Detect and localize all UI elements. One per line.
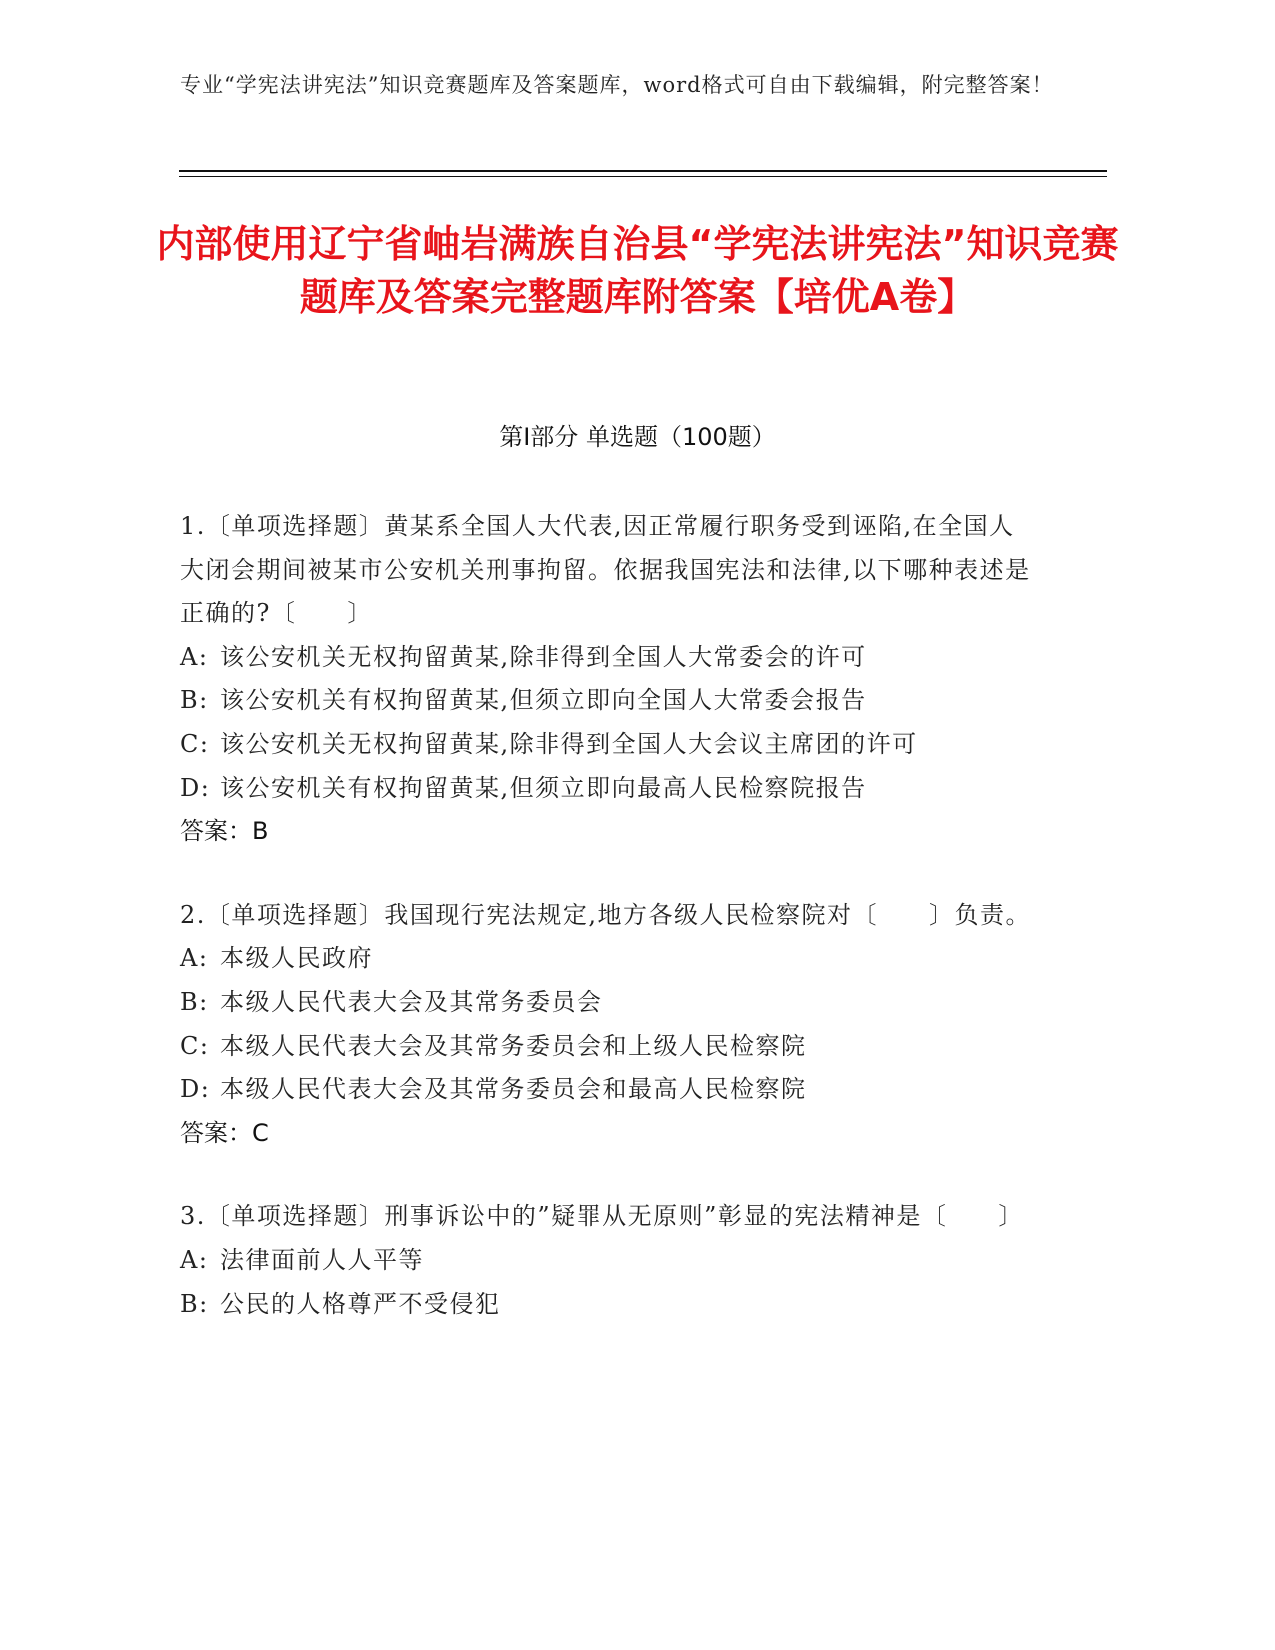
option-text: 本级人民代表大会及其常务委员会和上级人民检察院 xyxy=(220,1031,807,1060)
option-c xyxy=(180,723,1040,767)
option-text: 本级人民政府 xyxy=(220,944,373,973)
option-letter: C: xyxy=(180,1031,210,1060)
option-b xyxy=(180,981,1040,1025)
option-text: 本级人民代表大会及其常务委员会和最高人民检察院 xyxy=(220,1075,807,1104)
question-text: 2.〔单项选择题〕我国现行宪法规定,地方各级人民检察院对〔 〕负责。 xyxy=(180,900,1032,929)
option-d xyxy=(180,1068,1040,1112)
option-text: 本级人民代表大会及其常务委员会 xyxy=(220,987,603,1016)
option-text: 该公安机关无权拘留黄某,除非得到全国人大常委会的许可 xyxy=(220,642,867,671)
header-divider-thin xyxy=(179,176,1107,177)
question-text: 1.〔单项选择题〕黄某系全国人大代表,因正常履行职务受到诬陷,在全国人大闭会期间被某市公安机关刑事拘留。依据我国宪法和法律,以下哪种表述是正确的?〔 〕 xyxy=(180,512,1031,628)
answer-line: 答案：C xyxy=(180,1118,269,1147)
document-title: 内部使用辽宁省岫岩满族自治县“学宪法讲宪法”知识竞赛题库及答案完整题库附答案【培优A卷】 xyxy=(156,222,1119,319)
option-letter: C: xyxy=(180,729,210,758)
option-b xyxy=(180,679,1040,723)
option-letter: A: xyxy=(180,1245,209,1274)
option-letter: A: xyxy=(180,944,209,973)
option-b xyxy=(180,1283,1040,1327)
answer-line: 答案：B xyxy=(180,817,269,846)
option-c xyxy=(180,1025,1040,1069)
header-divider-thick xyxy=(179,170,1107,172)
option-d xyxy=(180,767,1040,811)
question-text: 3.〔单项选择题〕刑事诉讼中的”疑罪从无原则”彰显的宪法精神是〔 〕 xyxy=(180,1202,1024,1231)
option-letter: D: xyxy=(180,1075,211,1104)
option-text: 该公安机关无权拘留黄某,除非得到全国人大会议主席团的许可 xyxy=(220,729,918,758)
option-letter: A: xyxy=(180,642,209,671)
question-2 xyxy=(180,894,1040,1156)
question-list xyxy=(180,505,1040,1366)
option-letter: D: xyxy=(180,773,211,802)
option-letter: B: xyxy=(180,1289,209,1318)
option-letter: B: xyxy=(180,686,209,715)
option-text: 该公安机关有权拘留黄某,但须立即向最高人民检察院报告 xyxy=(220,773,867,802)
option-text: 公民的人格尊严不受侵犯 xyxy=(220,1289,501,1318)
question-1 xyxy=(180,505,1040,854)
option-text: 该公安机关有权拘留黄某,但须立即向全国人大常委会报告 xyxy=(220,686,867,715)
option-a xyxy=(180,1239,1040,1283)
option-letter: B: xyxy=(180,987,209,1016)
section-heading: 第Ⅰ部分 单选题（100题） xyxy=(499,423,776,451)
option-text: 法律面前人人平等 xyxy=(220,1245,424,1274)
question-3 xyxy=(180,1195,1040,1326)
header-note: 专业“学宪法讲宪法”知识竞赛题库及答案题库，word格式可自由下载编辑，附完整答案！ xyxy=(180,73,1054,97)
option-a xyxy=(180,937,1040,981)
option-a xyxy=(180,636,1040,680)
